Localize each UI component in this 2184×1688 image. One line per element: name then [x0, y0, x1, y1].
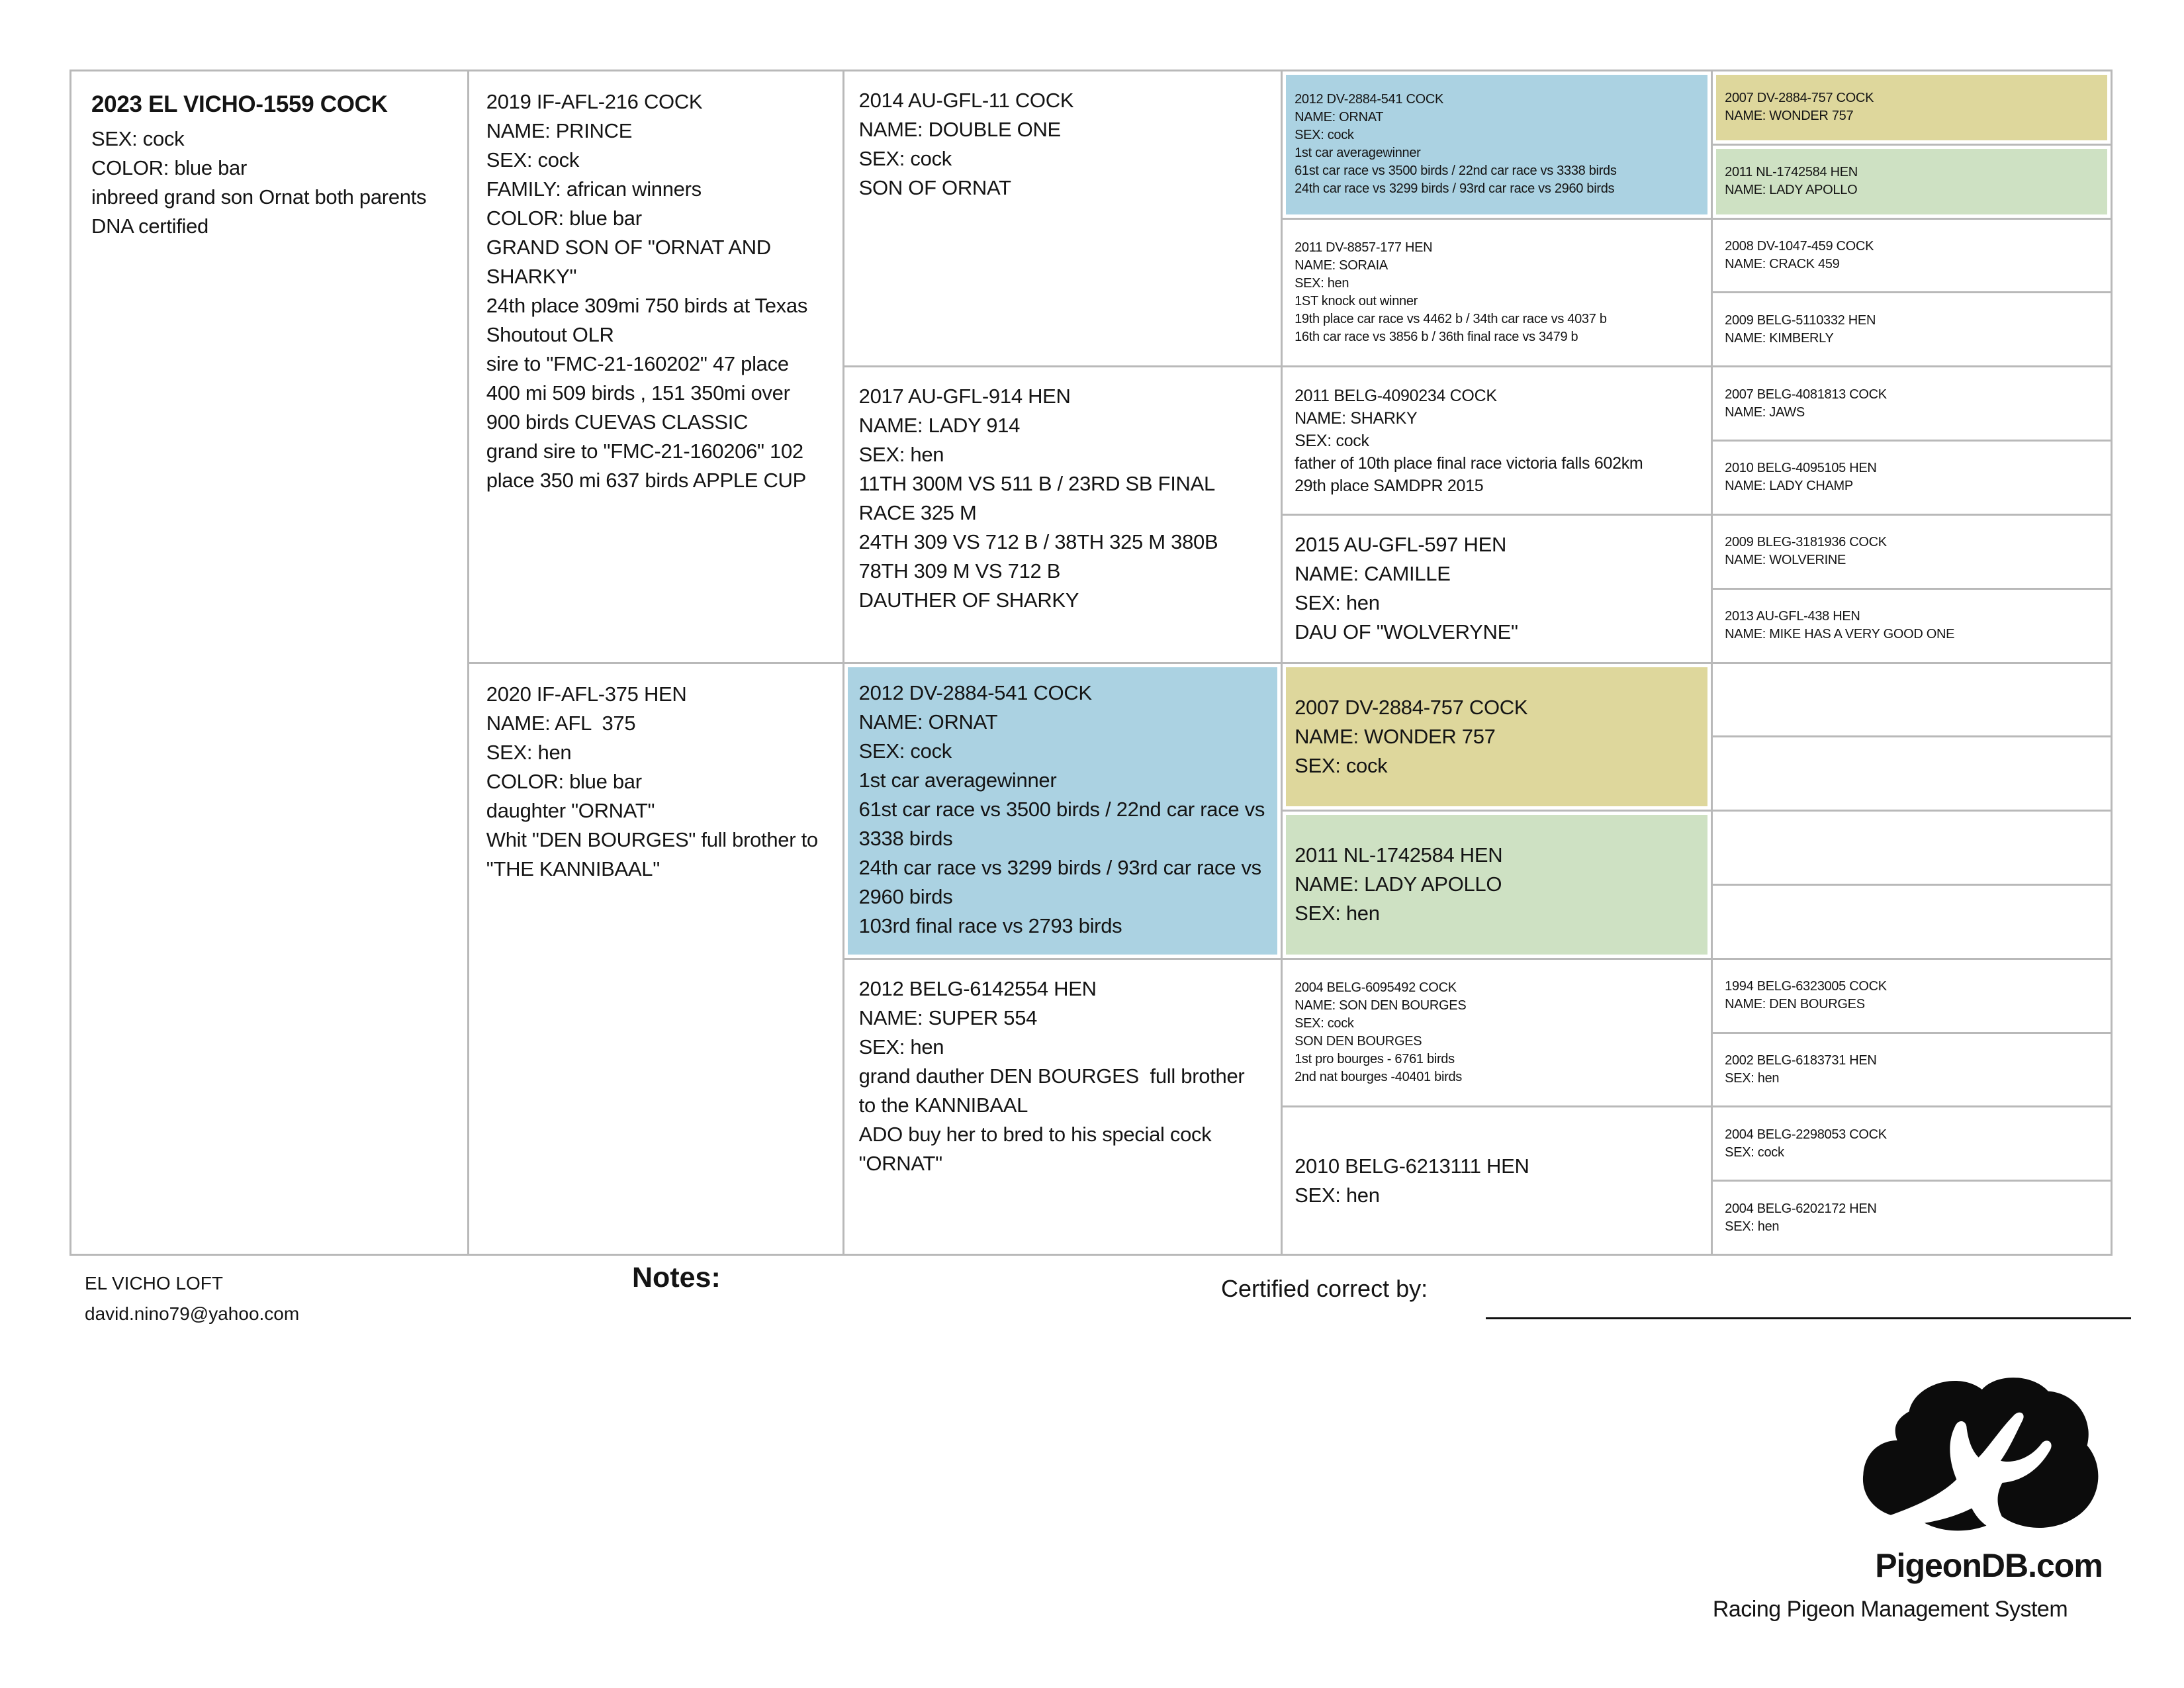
pedigree-line: NAME: ORNAT [858, 710, 998, 733]
pedigree-line: 2009 BELG-5110332 HEN [1725, 312, 1876, 328]
pedigree-line: 2017 AU-GFL-914 HEN [858, 385, 1071, 408]
pedigree-line: NAME: MIKE HAS A VERY GOOD ONE [1725, 627, 1955, 642]
pedigree-line: SEX: cock [858, 739, 952, 763]
pedigree-line: SEX: cock [486, 148, 580, 171]
pedigree-line: NAME: LADY 914 [858, 414, 1021, 438]
pedigree-line: COLOR: blue bar [91, 156, 247, 179]
pedigree-line: 2019 IF-AFL-216 COCK [486, 90, 703, 113]
pedigree-line: 2011 NL-1742584 HEN [1295, 843, 1503, 867]
pedigree-line: NAME: WONDER 757 [1725, 109, 1854, 124]
pedigree-cell [1713, 1107, 2111, 1182]
pedigree-line: SEX: cock [1725, 1145, 1784, 1160]
notes-label: Notes: [632, 1262, 721, 1293]
pedigree-cell [1713, 960, 2111, 1034]
pedigree-line: NAME: LADY CHAMP [1725, 479, 1853, 494]
pedigree-line: SEX: cock [91, 127, 185, 150]
brand-tagline: Racing Pigeon Management System [1712, 1597, 2068, 1622]
pedigree-line: SEX: cock [1295, 128, 1354, 143]
subject-lines [91, 124, 447, 241]
pedigree-line: 16th car race vs 3856 b / 36th final race vs 3479 b [1295, 329, 1578, 344]
pedigree-line: DAU OF "WOLVERYNE" [1295, 620, 1518, 644]
pedigree-line: NAME: DOUBLE ONE [858, 118, 1061, 141]
pedigree-cell [1283, 960, 1711, 1108]
pedigree-cell [844, 71, 1281, 367]
pedigree-cell [1283, 812, 1711, 960]
pedigree-line: NAME: KIMBERLY [1725, 330, 1834, 346]
pigeondb-cloud-dove-logo [1853, 1369, 2124, 1542]
brand-name: PigeonDB.com [1875, 1547, 2103, 1584]
pedigree-line: 2011 BELG-4090234 COCK [1295, 386, 1497, 405]
pedigree-line: SEX: cock [1295, 753, 1388, 777]
pedigree-line: SON DEN BOURGES [1295, 1034, 1422, 1049]
pedigree-line: ADO buy her to bred to his special cock "ORNAT" [858, 1122, 1217, 1175]
pedigree-line: NAME: DEN BOURGES [1725, 997, 1865, 1012]
great-great-grandparents-column [1713, 71, 2111, 1254]
pedigree-cell [844, 960, 1281, 1254]
pedigree-cell [844, 664, 1281, 960]
pedigree-cell [1283, 71, 1711, 220]
pedigree-line: 1ST knock out winner [1295, 293, 1418, 308]
pedigree-line: 61st car race vs 3500 birds / 22nd car race vs 3338 birds [1295, 164, 1617, 179]
pedigree-line: SEX: cock [1295, 1016, 1354, 1031]
pedigree-line: 1st car averagewinner [858, 768, 1057, 792]
pedigree-line: 24th place 309mi 750 birds at Texas Shoutout OLR [486, 294, 813, 346]
pedigree-cell [1283, 1107, 1711, 1254]
pedigree-line: NAME: SORAIA [1295, 258, 1388, 273]
pedigree-line: 2007 DV-2884-757 COCK [1725, 91, 1874, 106]
pedigree-line: 2020 IF-AFL-375 HEN [486, 682, 687, 706]
pedigree-line: grand dauther DEN BOURGES full brother to the KANNIBAAL [858, 1064, 1250, 1117]
pedigree-line: NAME: WOLVERINE [1725, 553, 1846, 568]
pedigree-line: 2002 BELG-6183731 HEN [1725, 1053, 1877, 1068]
pedigree-line: 2nd nat bourges -40401 birds [1295, 1070, 1462, 1085]
pedigree-cell [1713, 293, 2111, 367]
pedigree-line: 2004 BELG-6202172 HEN [1725, 1201, 1877, 1216]
pedigree-cell [1713, 220, 2111, 294]
subject-cell [71, 71, 467, 1254]
pedigree-cell [1713, 367, 2111, 442]
pedigree-line: NAME: LADY APOLLO [1725, 183, 1858, 198]
empty-pedigree-cell [1713, 737, 2111, 812]
pedigree-line: 24th car race vs 3299 birds / 93rd car race vs 2960 birds [1295, 181, 1615, 197]
pedigree-line: SEX: cock [1295, 431, 1369, 450]
pedigree-line: 2009 BLEG-3181936 COCK [1725, 535, 1887, 550]
pedigree-cell [469, 71, 842, 664]
signature-line [1486, 1317, 2131, 1319]
pedigree-line: 11TH 300M VS 511 B / 23RD SB FINAL RACE 325 M [858, 472, 1220, 525]
loft-email: david.nino79@yahoo.com [85, 1303, 300, 1324]
pedigree-line: COLOR: blue bar [486, 207, 642, 230]
pedigree-line: NAME: CRACK 459 [1725, 257, 1840, 272]
pedigree-cell [1283, 367, 1711, 516]
pedigree-line: NAME: AFL 375 [486, 711, 636, 735]
pedigree-line: 24th car race vs 3299 birds / 93rd car race vs 2960 birds [858, 855, 1267, 908]
parents-column [469, 71, 844, 1254]
pedigree-line: 19th place car race vs 4462 b / 34th car race vs 4037 b [1295, 311, 1607, 326]
pedigree-line: 2007 DV-2884-757 COCK [1295, 695, 1528, 719]
certified-label: Certified correct by: [1221, 1275, 1428, 1302]
loft-name: EL VICHO LOFT [85, 1273, 224, 1293]
empty-pedigree-cell [1713, 812, 2111, 886]
pedigree-line: 2010 BELG-4095105 HEN [1725, 461, 1877, 476]
pedigree-line: SEX: hen [486, 740, 572, 764]
pedigree-line: 2013 AU-GFL-438 HEN [1725, 609, 1860, 624]
pedigree-cell [1283, 664, 1711, 812]
pedigree-line: 2007 BELG-4081813 COCK [1725, 387, 1887, 402]
pedigree-line: 78TH 309 M VS 712 B [858, 559, 1061, 583]
pedigree-line: 1st car averagewinner [1295, 146, 1421, 161]
pedigree-line: 2011 NL-1742584 HEN [1725, 165, 1858, 180]
pedigree-line: sire to "FMC-21-160202" 47 place 400 mi 509 birds , 151 350mi over 900 birds CUEVAS CLASSIC [486, 352, 796, 434]
empty-pedigree-cell [1713, 886, 2111, 960]
empty-pedigree-cell [1713, 664, 2111, 738]
pedigree-line: NAME: PRINCE [486, 119, 633, 142]
pedigree-line: 2011 DV-8857-177 HEN [1295, 240, 1433, 255]
pedigree-cell [1713, 146, 2111, 220]
pedigree-line: NAME: CAMILLE [1295, 562, 1451, 586]
pedigree-cell [1283, 516, 1711, 664]
pedigree-line: SEX: hen [1295, 1183, 1380, 1207]
pedigree-line: SON OF ORNAT [858, 176, 1011, 199]
pedigree-line: 1994 BELG-6323005 COCK [1725, 979, 1887, 994]
pedigree-line: 61st car race vs 3500 birds / 22nd car race vs 3338 birds [858, 797, 1271, 850]
pedigree-line: daughter "ORNAT" [486, 798, 655, 822]
pedigree-line: NAME: SHARKY [1295, 408, 1418, 428]
pedigree-line: 2012 DV-2884-541 COCK [858, 680, 1092, 704]
pedigree-line: 2010 BELG-6213111 HEN [1295, 1154, 1529, 1178]
pedigree-line: father of 10th place final race victoria falls 602km [1295, 453, 1643, 473]
pedigree-line: NAME: SUPER 554 [858, 1006, 1038, 1029]
pedigree-line: DAUTHER OF SHARKY [858, 588, 1079, 612]
pedigree-cell [1713, 1182, 2111, 1254]
pedigree-line: SEX: hen [1725, 1219, 1780, 1234]
pedigree-line: 103rd final race vs 2793 birds [858, 914, 1122, 937]
pedigree-line: 2014 AU-GFL-11 COCK [858, 89, 1074, 112]
pedigree-line: GRAND SON OF "ORNAT AND SHARKY" [486, 236, 777, 288]
pedigree-line: NAME: SON DEN BOURGES [1295, 998, 1467, 1013]
pedigree-line: Whit "DEN BOURGES" full brother to "THE KANNIBAAL" [486, 827, 824, 880]
great-grandparents-column [1283, 71, 1713, 1254]
pedigree-line: NAME: JAWS [1725, 404, 1805, 420]
pedigree-line: grand sire to "FMC-21-160206" 102 place 350 mi 637 birds APPLE CUP [486, 440, 809, 492]
pedigree-line: NAME: ORNAT [1295, 110, 1384, 125]
pedigree-line: SEX: hen [858, 443, 944, 467]
pedigree-cell [1713, 71, 2111, 146]
pedigree-line: 2008 DV-1047-459 COCK [1725, 239, 1874, 254]
pedigree-cell [1713, 1034, 2111, 1108]
pedigree-line: FAMILY: african winners [486, 177, 702, 201]
pedigree-line: 2015 AU-GFL-597 HEN [1295, 533, 1507, 557]
pedigree-table [69, 70, 2113, 1256]
pedigree-line: 2012 DV-2884-541 COCK [1295, 92, 1444, 107]
pedigree-line: 24TH 309 VS 712 B / 38TH 325 M 380B [858, 530, 1218, 554]
subject-title: 2023 EL VICHO-1559 COCK [91, 91, 388, 117]
pedigree-line: SEX: hen [858, 1035, 944, 1058]
pedigree-cell [844, 367, 1281, 663]
pedigree-line: SEX: hen [1295, 902, 1380, 925]
loft-info [85, 1268, 299, 1329]
pedigree-line: 2012 BELG-6142554 HEN [858, 976, 1097, 1000]
pedigree-cell [1283, 220, 1711, 368]
pedigree-line: SEX: hen [1295, 275, 1349, 291]
pedigree-line: NAME: LADY APOLLO [1295, 872, 1502, 896]
pedigree-line: 1st pro bourges - 6761 birds [1295, 1052, 1455, 1067]
pedigree-line: NAME: WONDER 757 [1295, 724, 1496, 748]
pedigree-cell [1713, 590, 2111, 664]
pedigree-line: SEX: hen [1295, 591, 1380, 615]
pedigree-cell [1713, 516, 2111, 590]
pedigree-line: 29th place SAMDPR 2015 [1295, 476, 1484, 495]
pedigree-line: SEX: hen [1725, 1070, 1780, 1086]
subject-column [71, 71, 469, 1254]
pedigree-cell [469, 664, 842, 1254]
pedigree-line: SEX: cock [858, 147, 952, 170]
pedigree-line: inbreed grand son Ornat both parents DNA certified [91, 185, 432, 238]
pedigree-line: 2004 BELG-6095492 COCK [1295, 980, 1457, 996]
pedigree-line: 2004 BELG-2298053 COCK [1725, 1127, 1887, 1142]
pedigree-cell [1713, 442, 2111, 516]
pedigree-line: COLOR: blue bar [486, 769, 642, 793]
grandparents-column [844, 71, 1283, 1254]
